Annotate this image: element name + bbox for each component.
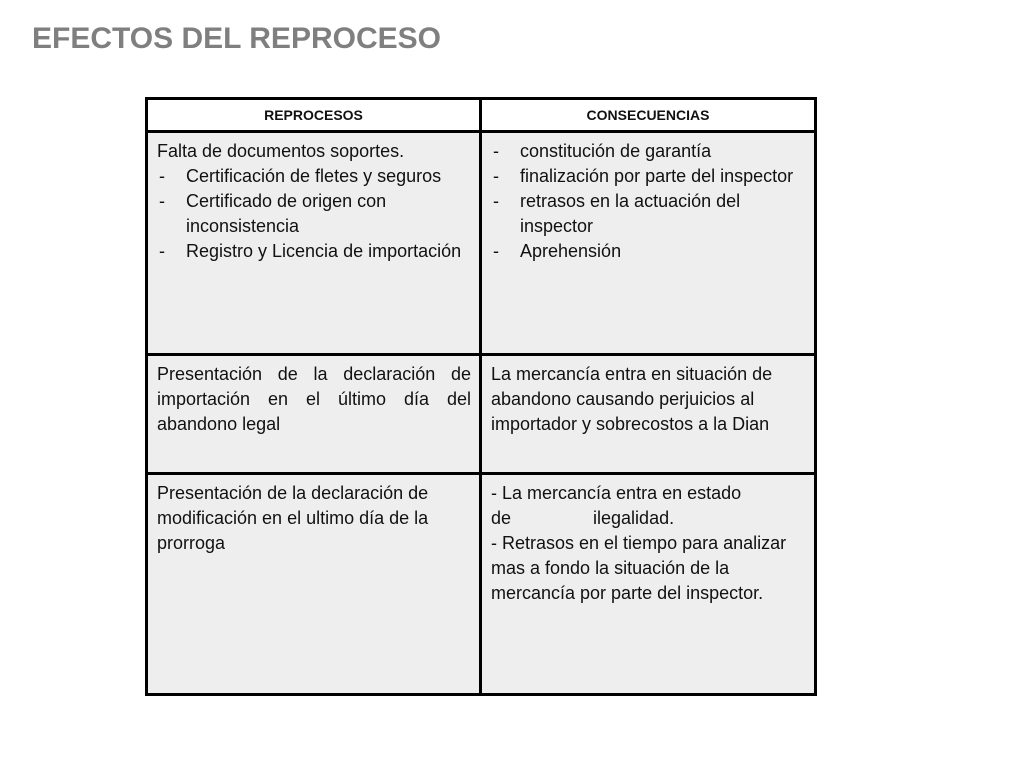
list-item: - constitución de garantía (491, 139, 806, 164)
consecuencia-cell (481, 132, 816, 355)
page-title: EFECTOS DEL REPROCESO (32, 22, 441, 55)
consecuencia-line: - La mercancía entra en estado (491, 483, 742, 503)
table-row (147, 355, 816, 474)
list-item: - Certificado de origen con inconsistencia (157, 189, 471, 239)
table-row (147, 474, 816, 695)
consecuencia-list (491, 139, 806, 264)
consecuencia-cell: La mercancía entra en situación de abandono causando perjuicios al importador y sobrecostos a la Dian (481, 355, 816, 474)
consecuencia-word: de (491, 508, 512, 528)
table-header-row (147, 99, 816, 132)
consecuencia-line (491, 506, 806, 531)
header-reprocesos: REPROCESOS (147, 99, 481, 132)
list-item: - retrasos en la actuación del inspector (491, 189, 806, 239)
header-consecuencias: CONSECUENCIAS (481, 99, 816, 132)
consecuencia-line: - Retrasos en el tiempo para analizar mas a fondo la situación de la mercancía por parte del inspector. (491, 533, 787, 603)
reproceso-lead: Falta de documentos soportes. (157, 141, 405, 161)
list-item: - finalización por parte del inspector (491, 164, 806, 189)
list-item: - Certificación de fletes y seguros (157, 164, 471, 189)
table-row (147, 132, 816, 355)
reproceso-cell (147, 132, 481, 355)
consecuencia-word: ilegalidad. (593, 508, 675, 528)
list-item: - Aprehensión (491, 239, 806, 264)
reprocess-effects-table (145, 97, 817, 696)
list-item: - Registro y Licencia de importación (157, 239, 471, 264)
consecuencia-cell (481, 474, 816, 695)
reproceso-list (157, 164, 471, 264)
reproceso-cell: Presentación de la declaración de modificación en el ultimo día de la prorroga (147, 474, 481, 695)
reproceso-cell: Presentación de la declaración de importación en el último día del abandono legal (147, 355, 481, 474)
